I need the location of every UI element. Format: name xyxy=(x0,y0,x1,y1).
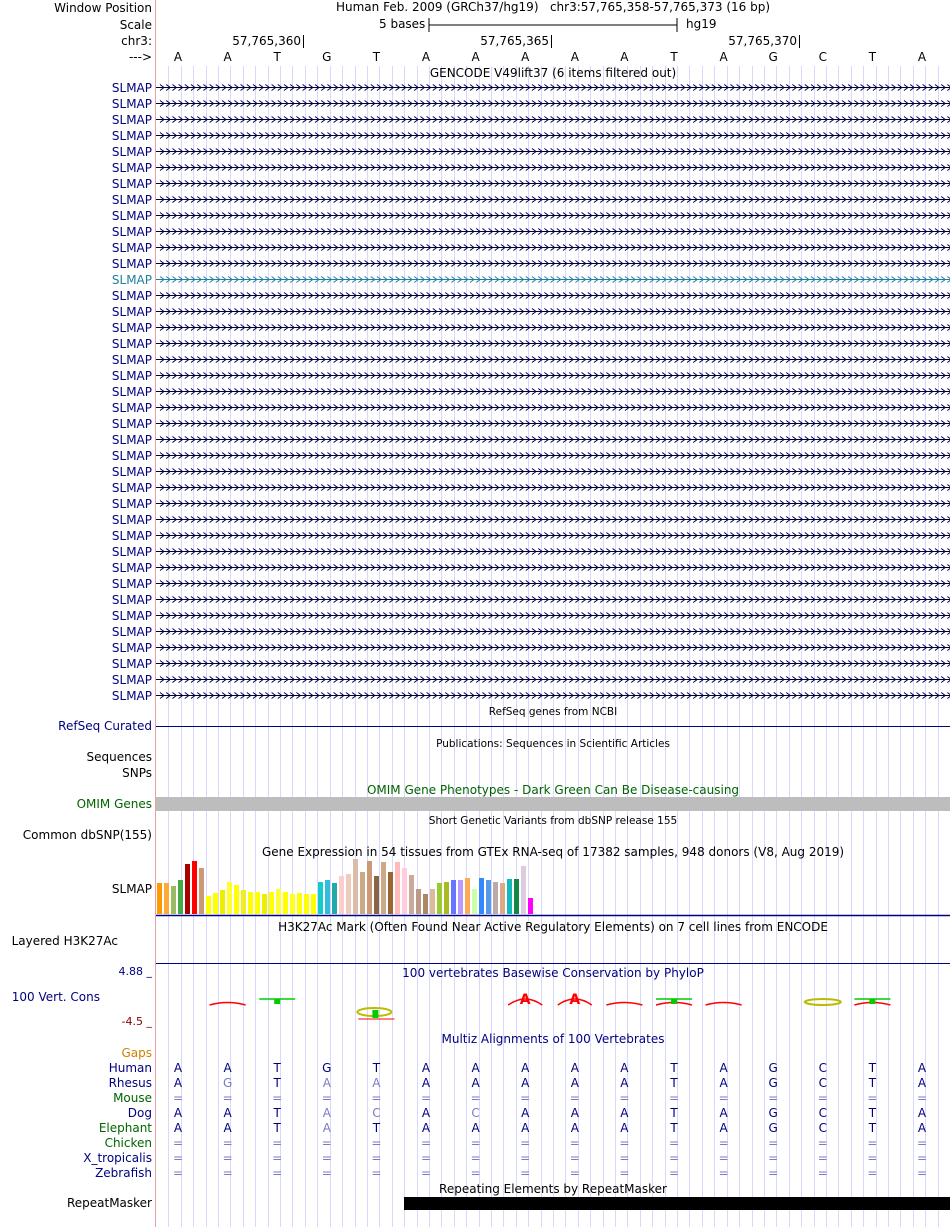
alignment-base: = xyxy=(867,1166,878,1180)
sequence-base: A xyxy=(471,50,480,64)
alignment-base: A xyxy=(421,1076,431,1090)
cons-min-label: -4.5 _ xyxy=(121,1015,152,1028)
alignment-base: G xyxy=(322,1061,332,1075)
alignment-base: = xyxy=(222,1091,233,1105)
alignment-base: A xyxy=(719,1061,728,1075)
refseq-track-title: RefSeq genes from NCBI xyxy=(488,706,618,718)
phylop-score-mark xyxy=(372,1010,378,1018)
gencode-transcript-label[interactable]: SLMAP xyxy=(111,352,152,367)
alignment-base: A xyxy=(173,1121,183,1135)
alignment-base: = xyxy=(321,1166,332,1180)
gencode-transcript-label[interactable]: SLMAP xyxy=(111,576,152,591)
species-label[interactable]: Rhesus xyxy=(108,1076,152,1090)
alignment-base: = xyxy=(916,1091,928,1105)
dbsnp-track-title: Short Genetic Variants from dbSNP release 155 xyxy=(428,815,678,827)
gencode-transcript-label[interactable]: SLMAP xyxy=(111,208,152,223)
repeatmasker-track-title: Repeating Elements by RepeatMasker xyxy=(439,1182,667,1196)
position-text: chr3:57,765,358-57,765,373 (16 bp) xyxy=(549,0,771,14)
alignment-base: = xyxy=(569,1091,580,1105)
sequence-base: A xyxy=(521,50,530,64)
alignment-base: = xyxy=(172,1151,184,1165)
alignment-base: = xyxy=(768,1091,779,1105)
alignment-base: A xyxy=(521,1106,530,1120)
alignment-base: T xyxy=(670,1061,678,1075)
species-label[interactable]: Zebrafish xyxy=(95,1166,152,1180)
alignment-base: T xyxy=(273,1076,281,1090)
gaps-label: Gaps xyxy=(121,1046,152,1060)
phylop-score-mark xyxy=(706,1003,742,1006)
gencode-transcript-label[interactable]: SLMAP xyxy=(111,288,152,303)
alignment-base: A xyxy=(620,1061,629,1075)
alignment-base: T xyxy=(372,1061,381,1075)
alignment-base: = xyxy=(272,1091,283,1105)
alignment-base: = xyxy=(569,1166,580,1180)
gencode-transcript-label[interactable]: SLMAP xyxy=(111,160,152,175)
sequence-base: A xyxy=(570,50,579,64)
sequence-base: T xyxy=(273,50,281,64)
alignment-base: = xyxy=(668,1151,680,1165)
alignment-base: A xyxy=(173,1061,183,1075)
refseq-track-label[interactable]: RefSeq Curated xyxy=(58,719,152,733)
alignment-base: A xyxy=(322,1076,331,1090)
gencode-transcript-label[interactable]: SLMAP xyxy=(111,688,152,703)
phylop-score-mark xyxy=(869,999,875,1004)
gencode-transcript-label[interactable]: SLMAP xyxy=(111,80,152,95)
sequence-base: A xyxy=(719,50,728,64)
gencode-transcript-label[interactable]: SLMAP xyxy=(111,432,152,447)
sequence-base: T xyxy=(670,50,678,64)
gencode-transcript-label[interactable]: SLMAP xyxy=(111,416,152,431)
alignment-base: T xyxy=(868,1061,877,1075)
species-label[interactable]: Human xyxy=(108,1061,152,1075)
h3k27ac-track-label[interactable]: Layered H3K27Ac xyxy=(11,934,118,948)
alignment-base: = xyxy=(817,1136,828,1150)
alignment-base: T xyxy=(372,1121,381,1135)
alignment-base: = xyxy=(420,1136,432,1150)
gencode-transcript-label[interactable]: SLMAP xyxy=(111,176,152,191)
scale-label: Scale xyxy=(119,18,152,32)
alignment-base: = xyxy=(470,1136,481,1150)
alignment-base: A xyxy=(421,1061,431,1075)
alignment-base: = xyxy=(470,1091,481,1105)
strand-arrow-label: ---> xyxy=(128,50,152,64)
alignment-base: A xyxy=(620,1121,629,1135)
alignment-base: = xyxy=(172,1166,184,1180)
gencode-transcript-label[interactable]: SLMAP xyxy=(111,480,152,495)
alignment-base: C xyxy=(818,1061,827,1075)
alignment-base: = xyxy=(222,1151,233,1165)
gencode-transcript-label[interactable]: SLMAP xyxy=(111,496,152,511)
alignment-base: = xyxy=(768,1151,779,1165)
gencode-transcript-label[interactable]: SLMAP xyxy=(111,560,152,575)
gencode-transcript-label[interactable]: SLMAP xyxy=(111,544,152,559)
alignment-base: = xyxy=(520,1166,531,1180)
alignment-base: = xyxy=(470,1151,481,1165)
omim-track-label[interactable]: OMIM Genes xyxy=(76,797,152,811)
alignment-base: = xyxy=(569,1151,580,1165)
gencode-transcript-label[interactable]: SLMAP xyxy=(111,256,152,271)
gencode-transcript-label[interactable]: SLMAP xyxy=(111,384,152,399)
alignment-base: = xyxy=(371,1091,382,1105)
alignment-base: T xyxy=(868,1106,877,1120)
gencode-transcript-label[interactable]: SLMAP xyxy=(111,304,152,319)
alignment-base: A xyxy=(173,1106,183,1120)
phylop-score-mark xyxy=(274,999,280,1004)
alignment-base: T xyxy=(273,1121,281,1135)
gencode-transcript-label[interactable]: SLMAP xyxy=(111,320,152,335)
sequence-base: G xyxy=(322,50,332,64)
alignment-base: A xyxy=(521,1121,530,1135)
gencode-transcript-label[interactable]: SLMAP xyxy=(111,112,152,127)
alignment-base: = xyxy=(718,1136,729,1150)
alignment-base: = xyxy=(520,1091,531,1105)
gencode-transcript-label[interactable]: SLMAP xyxy=(111,624,152,639)
alignment-base: = xyxy=(916,1151,928,1165)
alignment-base: G xyxy=(768,1121,778,1135)
repeatmasker-track-label[interactable]: RepeatMasker xyxy=(66,1196,152,1210)
multiz-track-title: Multiz Alignments of 100 Vertebrates xyxy=(441,1032,665,1046)
alignment-base: G xyxy=(768,1061,778,1075)
alignment-base: = xyxy=(371,1166,382,1180)
alignment-base: = xyxy=(916,1136,928,1150)
repeat-element-bar[interactable] xyxy=(404,1197,950,1210)
alignment-base: = xyxy=(817,1091,828,1105)
phylop-score-mark xyxy=(805,999,841,1005)
alignment-base: C xyxy=(818,1121,827,1135)
alignment-base: T xyxy=(670,1076,678,1090)
conservation-track-label[interactable]: 100 Vert. Cons xyxy=(11,990,100,1004)
alignment-base: = xyxy=(768,1166,779,1180)
species-label[interactable]: Elephant xyxy=(98,1121,152,1135)
dbsnp-track-label[interactable]: Common dbSNP(155) xyxy=(22,828,152,842)
alignment-base: C xyxy=(471,1106,480,1120)
gencode-transcript-label[interactable]: SLMAP xyxy=(111,272,152,287)
gencode-transcript-label[interactable]: SLMAP xyxy=(111,672,152,687)
sequence-base: A xyxy=(223,50,232,64)
alignment-base: = xyxy=(371,1136,382,1150)
gencode-transcript-label[interactable]: SLMAP xyxy=(111,96,152,111)
gencode-transcript-label[interactable]: SLMAP xyxy=(111,336,152,351)
alignment-base: A xyxy=(917,1076,927,1090)
alignment-base: A xyxy=(570,1121,579,1135)
h3k27ac-track-title: H3K27Ac Mark (Often Found Near Active Regulatory Elements) on 7 cell lines from ENCODE xyxy=(278,920,828,934)
coordinate-tick-label: 57,765,365 xyxy=(480,34,549,48)
alignment-base: = xyxy=(619,1151,630,1165)
alignment-base: A xyxy=(620,1106,629,1120)
alignment-base: = xyxy=(520,1136,531,1150)
phylop-base-letter: A xyxy=(519,992,531,1008)
alignment-base: A xyxy=(471,1061,480,1075)
gencode-transcript-label[interactable]: SLMAP xyxy=(111,464,152,479)
alignment-base: G xyxy=(768,1076,778,1090)
alignment-base: = xyxy=(470,1166,481,1180)
alignment-base: = xyxy=(222,1166,233,1180)
alignment-base: = xyxy=(420,1151,432,1165)
alignment-base: = xyxy=(272,1166,283,1180)
species-label[interactable]: X_tropicalis xyxy=(83,1151,152,1165)
sequence-base: G xyxy=(768,50,778,64)
alignment-base: = xyxy=(668,1136,680,1150)
alignment-base: A xyxy=(570,1106,579,1120)
alignment-base: = xyxy=(272,1136,283,1150)
alignment-base: A xyxy=(719,1121,728,1135)
species-label[interactable]: Dog xyxy=(127,1106,152,1120)
phylop-score-mark xyxy=(606,1003,642,1006)
alignment-base: A xyxy=(620,1076,629,1090)
alignment-base: A xyxy=(719,1106,728,1120)
sequence-base: A xyxy=(173,50,183,64)
alignment-base: T xyxy=(670,1106,678,1120)
gencode-transcript-label[interactable]: SLMAP xyxy=(111,512,152,527)
sequence-base: T xyxy=(372,50,381,64)
alignment-base: = xyxy=(520,1151,531,1165)
alignment-base: A xyxy=(223,1106,232,1120)
alignment-base: = xyxy=(916,1166,928,1180)
alignment-base: = xyxy=(619,1091,630,1105)
alignment-base: = xyxy=(222,1136,233,1150)
publications-track-title: Publications: Sequences in Scientific Articles xyxy=(436,738,670,750)
alignment-base: = xyxy=(718,1166,729,1180)
gencode-transcript-label[interactable]: SLMAP xyxy=(111,448,152,463)
gencode-transcript-label[interactable]: SLMAP xyxy=(111,128,152,143)
alignment-base: = xyxy=(321,1091,332,1105)
alignment-base: T xyxy=(868,1121,877,1135)
chromosome-label: chr3: xyxy=(121,34,152,48)
alignment-base: = xyxy=(619,1136,630,1150)
alignment-base: = xyxy=(817,1166,828,1180)
alignment-base: = xyxy=(172,1091,184,1105)
alignment-base: A xyxy=(421,1121,431,1135)
alignment-base: = xyxy=(371,1151,382,1165)
gencode-transcript-label[interactable]: SLMAP xyxy=(111,192,152,207)
alignment-base: = xyxy=(569,1136,580,1150)
sequence-base: T xyxy=(868,50,877,64)
alignment-base: = xyxy=(321,1151,332,1165)
alignment-base: T xyxy=(868,1076,877,1090)
gtex-track-title: Gene Expression in 54 tissues from GTEx RNA-seq of 17382 samples, 948 donors (V8, Aug 2019) xyxy=(261,845,845,859)
gencode-transcript-label[interactable]: SLMAP xyxy=(111,640,152,655)
phylop-track-title: 100 vertebrates Basewise Conservation by PhyloP xyxy=(402,966,704,980)
track-label-column xyxy=(0,0,155,1227)
alignment-base: C xyxy=(818,1076,827,1090)
alignment-base: A xyxy=(223,1061,232,1075)
alignment-base: = xyxy=(718,1151,729,1165)
track-data-area[interactable] xyxy=(156,0,950,1227)
alignment-base: = xyxy=(867,1151,878,1165)
alignment-base: A xyxy=(471,1076,480,1090)
gencode-transcript-label[interactable]: SLMAP xyxy=(111,368,152,383)
alignment-base: C xyxy=(372,1106,381,1120)
gencode-transcript-label[interactable]: SLMAP xyxy=(111,224,152,239)
alignment-base: A xyxy=(173,1076,183,1090)
alignment-base: = xyxy=(718,1091,729,1105)
gencode-track-title: GENCODE V49lift37 (6 items filtered out) xyxy=(429,66,677,80)
snps-track-label[interactable]: SNPs xyxy=(122,766,152,780)
alignment-base: A xyxy=(521,1076,530,1090)
window-position-label: Window Position xyxy=(54,1,152,15)
phylop-score-mark xyxy=(671,999,677,1004)
alignment-base: A xyxy=(570,1076,579,1090)
alignment-base: = xyxy=(321,1136,332,1150)
alignment-base: G xyxy=(768,1106,778,1120)
alignment-base: = xyxy=(420,1166,432,1180)
alignment-base: A xyxy=(917,1061,927,1075)
alignment-base: A xyxy=(917,1121,927,1135)
assembly-text: Human Feb. 2009 (GRCh37/hg19) xyxy=(335,0,539,14)
scale-text: 5 bases xyxy=(379,17,426,31)
alignment-base: A xyxy=(322,1106,331,1120)
gencode-transcript-label[interactable]: SLMAP xyxy=(111,400,152,415)
omim-track-title: OMIM Gene Phenotypes - Dark Green Can Be Disease-causing xyxy=(366,783,740,797)
alignment-base: A xyxy=(521,1061,530,1075)
sequence-base: C xyxy=(818,50,827,64)
sequence-base: A xyxy=(917,50,927,64)
alignment-base: A xyxy=(322,1121,331,1135)
scale-db-text: hg19 xyxy=(686,17,717,31)
gencode-transcript-label[interactable]: SLMAP xyxy=(111,144,152,159)
gencode-transcript-label[interactable]: SLMAP xyxy=(111,608,152,623)
alignment-base: A xyxy=(421,1106,431,1120)
alignment-base: = xyxy=(420,1091,432,1105)
alignment-base: G xyxy=(222,1076,233,1090)
alignment-base: A xyxy=(372,1076,381,1090)
alignment-base: A xyxy=(917,1106,927,1120)
alignment-base: C xyxy=(818,1106,827,1120)
alignment-base: A xyxy=(719,1076,728,1090)
gencode-transcript-label[interactable]: SLMAP xyxy=(111,240,152,255)
alignment-base: = xyxy=(768,1136,779,1150)
alignment-base: A xyxy=(570,1061,579,1075)
gencode-transcript-label[interactable]: SLMAP xyxy=(111,592,152,607)
alignment-base: = xyxy=(668,1091,680,1105)
alignment-base: = xyxy=(817,1151,828,1165)
alignment-base: = xyxy=(668,1166,680,1180)
sequences-track-label[interactable]: Sequences xyxy=(86,750,152,764)
alignment-base: T xyxy=(273,1061,281,1075)
coordinate-tick-label: 57,765,360 xyxy=(232,34,301,48)
cons-max-label: 4.88 _ xyxy=(118,965,152,978)
alignment-base: = xyxy=(867,1091,878,1105)
coordinate-tick-label: 57,765,370 xyxy=(728,34,797,48)
species-label[interactable]: Chicken xyxy=(104,1136,152,1150)
alignment-base: A xyxy=(471,1121,480,1135)
phylop-base-letter: A xyxy=(569,992,581,1008)
sequence-base: A xyxy=(620,50,629,64)
alignment-base: T xyxy=(670,1121,678,1135)
phylop-score-mark xyxy=(210,1003,246,1006)
gencode-transcript-label[interactable]: SLMAP xyxy=(111,656,152,671)
alignment-base: = xyxy=(272,1151,283,1165)
sequence-base: A xyxy=(421,50,431,64)
alignment-base: = xyxy=(867,1136,878,1150)
alignment-base: T xyxy=(273,1106,281,1120)
species-label[interactable]: Mouse xyxy=(113,1091,152,1105)
gencode-transcript-label[interactable]: SLMAP xyxy=(111,528,152,543)
alignment-base: = xyxy=(172,1136,184,1150)
alignment-base: A xyxy=(223,1121,232,1135)
gtex-gene-label[interactable]: SLMAP xyxy=(111,882,152,896)
alignment-base: = xyxy=(619,1166,630,1180)
